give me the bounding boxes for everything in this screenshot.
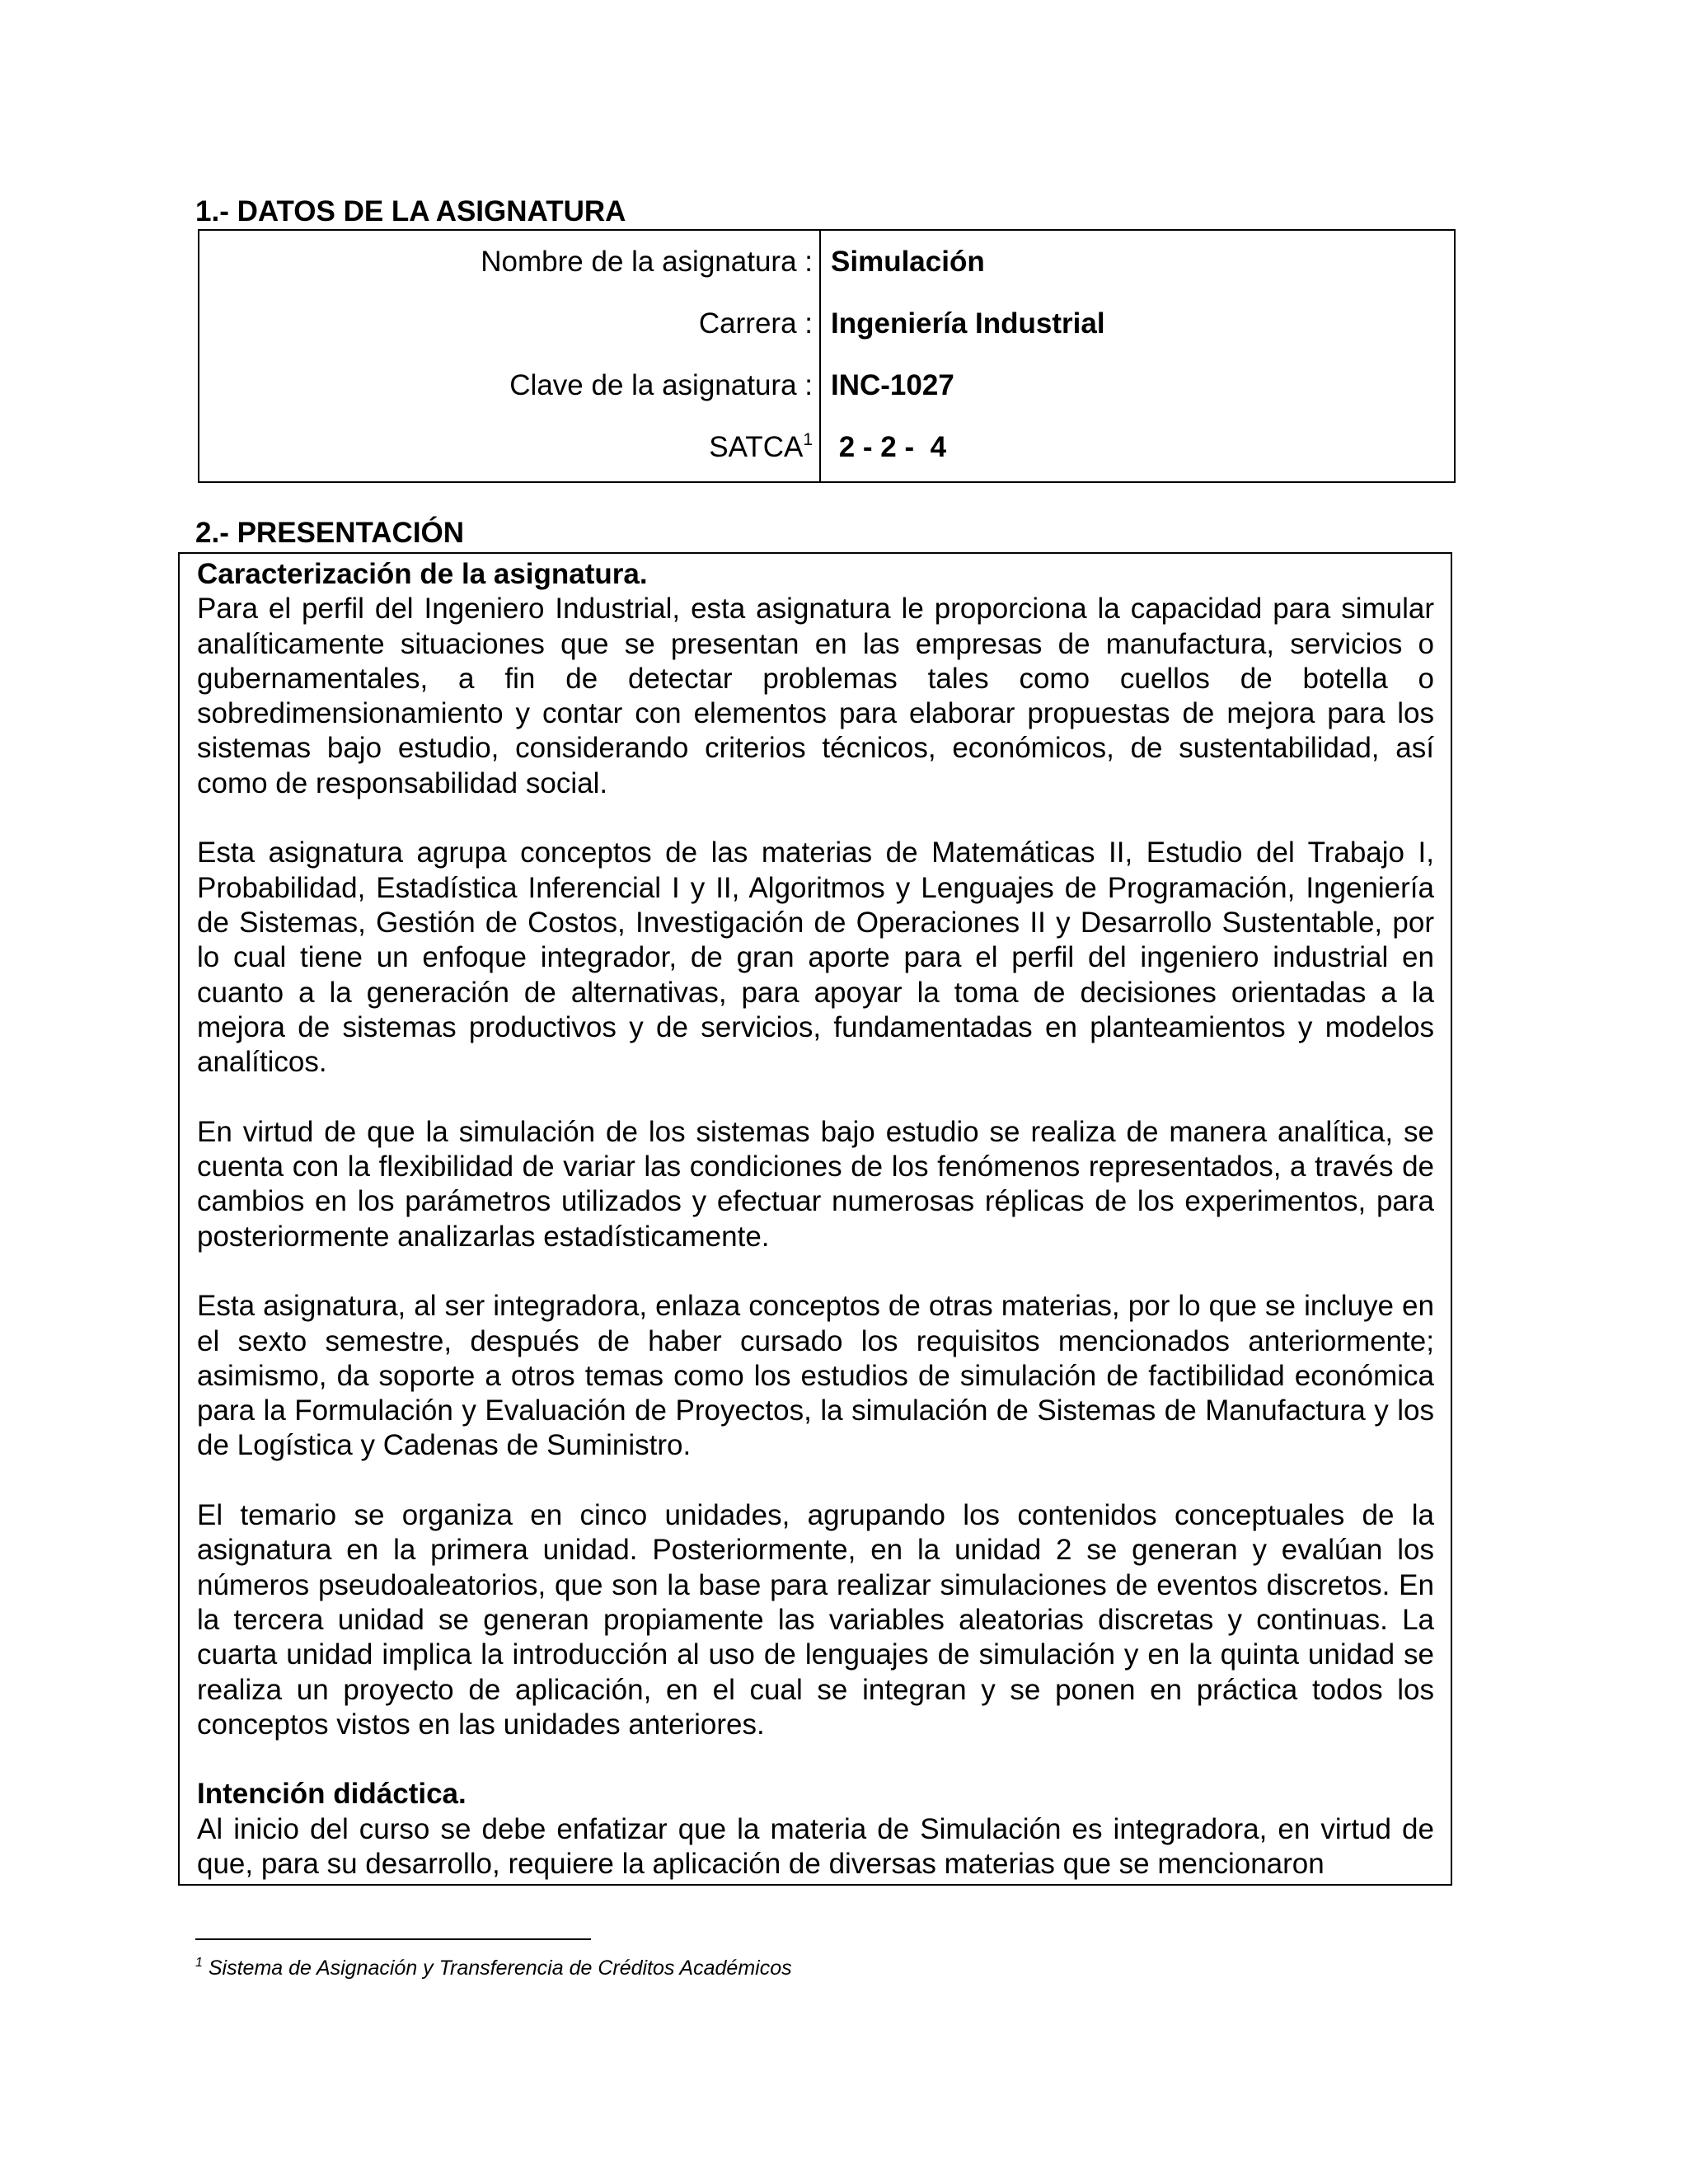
section-2-heading: 2.- PRESENTACIÓN <box>195 517 465 549</box>
paragraph: El temario se organiza en cinco unidades, agrupando los contenidos conceptuales de la asignatura en la primera unidad. Posteriormente, en la unidad 2 se generan y evalúan los números pseudoaleatorios, que son la base para realizar simulaciones de eventos discretos. En la tercera unidad se generan propiamente las variables aleatorias discretas y continuas. La cuarta unidad implica la introducción al uso de lenguajes de simulación y en la quinta unidad se realiza un proyecto de aplicación, en el cual se integran y se ponen en práctica todos los conceptos vistos en las unidades anteriores. <box>197 1499 1434 1741</box>
labels-column <box>199 230 820 482</box>
label-satca <box>199 416 819 478</box>
presentation-box <box>178 552 1452 1886</box>
section-1-heading: 1.- DATOS DE LA ASIGNATURA <box>195 195 626 227</box>
subject-data-table <box>198 229 1456 483</box>
caracterizacion-heading: Caracterización de la asignatura. <box>197 558 648 590</box>
intencion-heading: Intención didáctica. <box>197 1778 467 1811</box>
footnote-number: 1 <box>195 1956 203 1970</box>
footnote-text: Sistema de Asignación y Transferencia de Créditos Académicos <box>208 1957 792 1980</box>
value-carrera: Ingeniería Industrial <box>831 307 1105 340</box>
value-clave: INC-1027 <box>831 369 954 401</box>
footnote <box>195 1957 792 1980</box>
paragraph: En virtud de que la simulación de los sistemas bajo estudio se realiza de manera analítica, se cuenta con la flexibilidad de variar las condiciones de los fenómenos representados, a través de cambios en los parámetros utilizados y efectuar numerosas réplicas de los experimentos, para posteriormente analizarlas estadísticamente. <box>197 1115 1434 1253</box>
values-column <box>820 230 1455 482</box>
paragraph: Al inicio del curso se debe enfatizar que la materia de Simulación es integradora, en virtud de que, para su desarrollo, requiere la aplicación de diversas materias que se mencionaron <box>197 1812 1434 1880</box>
label-nombre: Nombre de la asignatura : <box>481 246 813 278</box>
footnote-ref: 1 <box>803 430 813 449</box>
label-carrera: Carrera : <box>698 307 813 340</box>
footnote-separator <box>195 1938 591 1940</box>
value-satca: 2 - 2 - 4 <box>831 431 947 463</box>
satca-label-text: SATCA <box>709 431 804 463</box>
value-nombre: Simulación <box>831 246 985 278</box>
paragraph: Para el perfil del Ingeniero Industrial, esta asignatura le proporciona la capacidad para simular analíticamente situaciones que se presentan en las empresas de manufactura, servicios o gubernamentales, a fin de detectar problemas tales como cuellos de botella o sobredimensionamiento y contar con elementos para elaborar propuestas de mejora para los sistemas bajo estudio, considerando criterios técnicos, económicos, de sustentabilidad, así como de responsabilidad social. <box>197 593 1434 799</box>
paragraph: Esta asignatura, al ser integradora, enlaza conceptos de otras materias, por lo que se incluye en el sexto semestre, después de haber cursado los requisitos mencionados anteriormente; asimismo, da soporte a otros temas como los estudios de simulación de factibilidad económica para la Formulación y Evaluación de Proyectos, la simulación de Sistemas de Manufactura y los de Logística y Cadenas de Suministro. <box>197 1290 1434 1462</box>
label-clave: Clave de la asignatura : <box>509 369 813 401</box>
paragraph: Esta asignatura agrupa conceptos de las materias de Matemáticas II, Estudio del Trabajo I, Probabilidad, Estadística Inferencial I y II, Algoritmos y Lenguajes de Programación, Ingeniería de Sistemas, Gestión de Costos, Investigación de Operaciones II y Desarrollo Sustentable, por lo cual tiene un enfoque integrador, de gran aporte para el perfil del ingeniero industrial en cuanto a la generación de alternativas, para apoyar la toma de decisiones orientadas a la mejora de sistemas productivos y de servicios, fundamentadas en planteamientos y modelos analíticos. <box>197 837 1434 1079</box>
